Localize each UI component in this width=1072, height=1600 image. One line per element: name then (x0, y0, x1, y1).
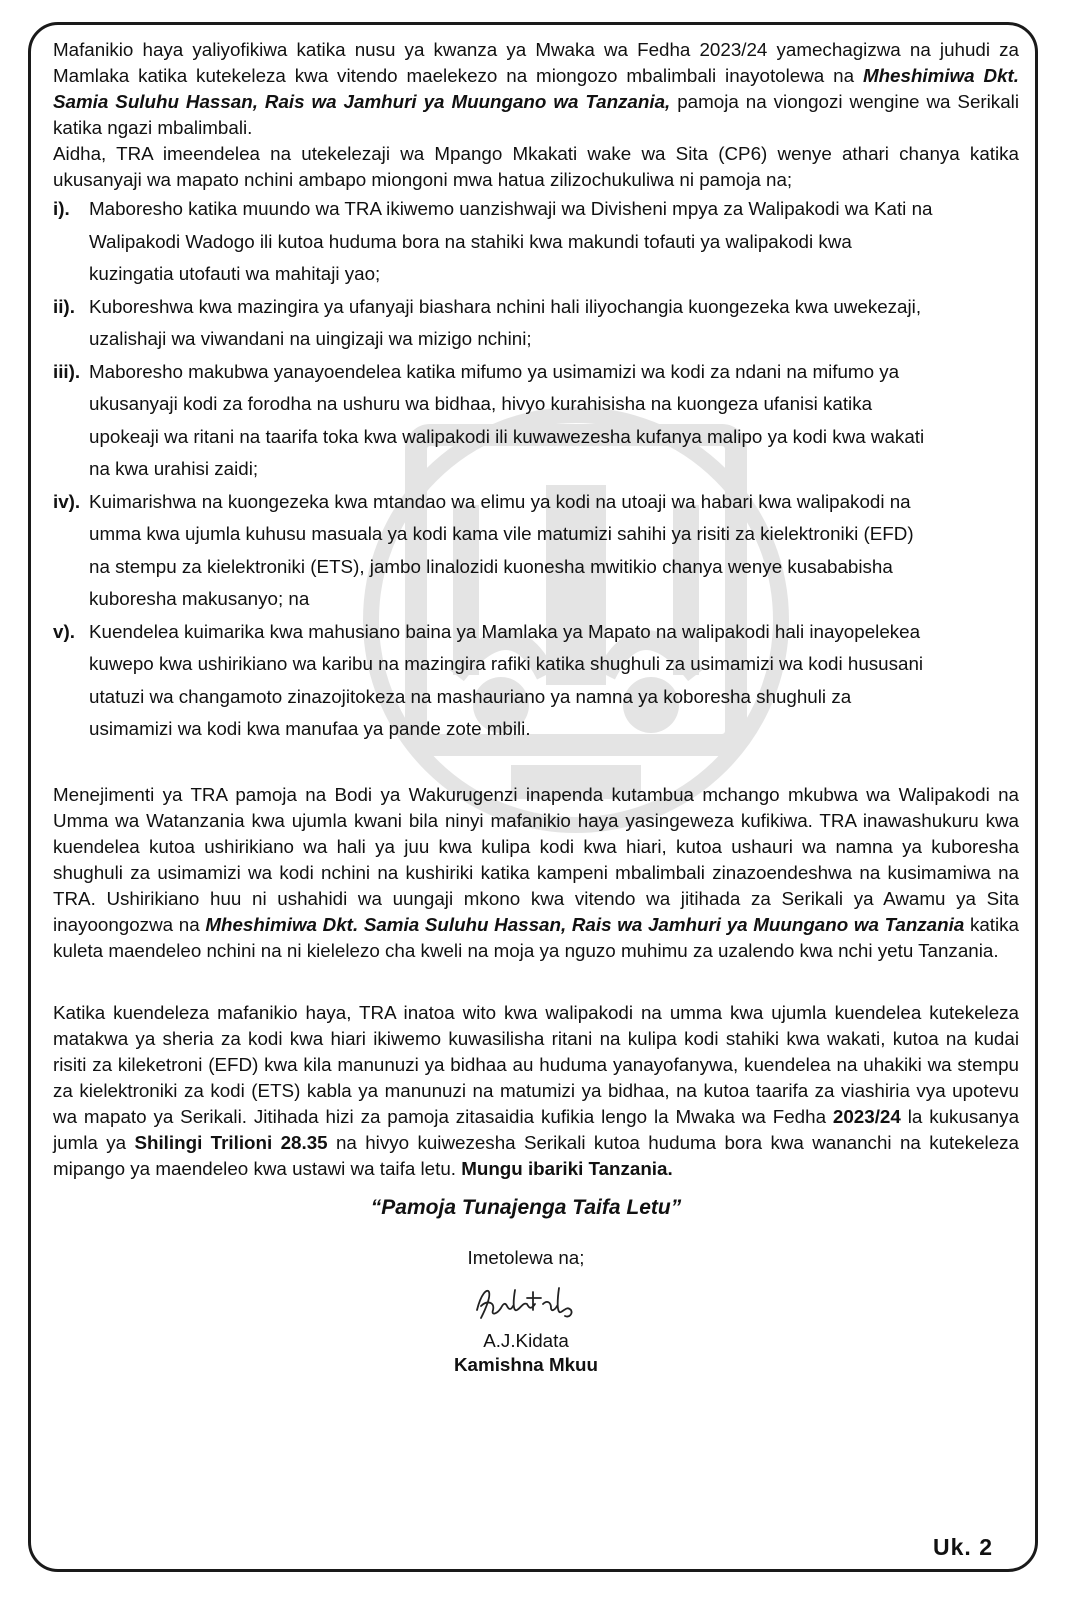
intro-text: Mafanikio haya yaliyofikiwa katika nusu ya kwanza ya Mwaka wa Fedha 2023/24 yamechagizwa na juhudi za Mamlaka katika kutekeleza kwa vitendo maelekezo na miongozo mbalimbali inayotolewa na (53, 39, 1019, 86)
list-item-text: Maboresho katika muundo wa TRA ikiwemo uanzishwaji wa Divisheni mpya za Walipakodi wa Kati na Walipakodi Wadogo ili kutoa huduma bora na stahiki kwa makundi tofauti ya walipakodi kwa kuzingatia utofauti wa mahitaji yao; (89, 198, 933, 284)
appeal-text-end: na hivyo kuiwezesha Serikali kutoa huduma bora kwa wananchi na kutekeleza mipango ya maendeleo kwa ustawi wa taifa letu. (53, 1131, 1019, 1179)
page-border (28, 22, 1038, 1572)
list-item (53, 486, 1019, 616)
president-name-emphasis: Mheshimiwa Dkt. Samia Suluhu Hassan, Rais wa Jamhuri ya Muungano wa Tanzania, (53, 65, 1019, 112)
motto: “Pamoja Tunajenga Taifa Letu” (370, 1195, 682, 1219)
target-amount-emphasis: Shilingi Trilioni 28.35 (134, 1131, 328, 1153)
list-item-text: Kuboreshwa kwa mazingira ya ufanyaji biashara nchini hali iliyochangia kuongezeka kwa uwekezaji, uzalishaji wa viwandani na uingizaji wa mizigo nchini; (89, 295, 922, 349)
measures-list (53, 193, 1019, 746)
intro-text-end: pamoja na viongozi wengine wa Serikali katika ngazi mbalimbali. (53, 91, 1019, 138)
signer-title: Kamishna Mkuu (453, 1353, 598, 1375)
president-name-emphasis: Mheshimiwa Dkt. Samia Suluhu Hassan, Rais wa Jamhuri ya Muungano wa Tanzania (205, 913, 965, 935)
page-number: Uk. 2 (933, 1534, 993, 1560)
list-item-text: Maboresho makubwa yanayoendelea katika mifumo ya usimamizi wa kodi za ndani na mifumo ya ukusanyaji kodi za forodha na ushuru wa bidhaa, hivyo kurahisisha na kuongeza ufanisi katika upokeaji wa ritani na taarifa toka kwa walipakodi ili kuwawezesha kufanya malipo ya kodi kwa wakati na kwa urahisi zaidi; (89, 360, 925, 479)
list-item (53, 356, 1019, 486)
acknowledgement-text-end: katika kuleta maendeleo nchini na ni kielelezo cha kweli na moja ya nguzo muhimu za uzalendo kwa nchi yetu Tanzania. (53, 913, 1020, 961)
acknowledgement-text: Menejimenti ya TRA pamoja na Bodi ya Wakurugenzi inapenda kutambua mchango mkubwa wa Walipakodi na Umma wa Watanzania kwa ujumla kwani bila ninyi mafanikio haya yasingeweza kufikiwa. TRA inawashukuru kwa kuendelea kutoa ushirikiano wa hali ya juu kwa kulipa kodi kwa hiari, kutoa ushauri wa namna ya kuboresha shughuli za usimamizi wa kodi nchini na kushiriki katika kampeni mbalimbali zinazoendeshwa na kusimamiwa na TRA. Ushirikiano huu ni ushahidi wa uungaji mkono kwa vitendo wa jitihada za Serikali ya Awamu ya Sita inayoongozwa na (53, 783, 1019, 935)
list-item-text: Kuimarishwa na kuongezeka kwa mtandao wa elimu ya kodi na utoaji wa habari kwa walipakodi na umma kwa ujumla kuhusu masuala ya kodi kama vile matumizi sahihi ya risiti za kielektroniki (EFD) na stempu za kielektroniki (ETS), jambo linalozidi kuonesha mwitikio chanya wenye kusababisha kuboresha makusanyo; na (89, 490, 914, 609)
list-item (53, 193, 1019, 291)
appeal-text-mid: la kukusanya jumla ya (53, 1105, 1020, 1153)
list-item (53, 291, 1019, 356)
intro-paragraph (53, 37, 1019, 141)
blessing-emphasis: Mungu ibariki Tanzania. (461, 1157, 673, 1179)
list-item-number: v). (53, 620, 75, 642)
appeal-paragraph (53, 1000, 1019, 1182)
appeal-text: Katika kuendeleza mafanikio haya, TRA inatoa wito kwa walipakodi na umma kwa ujumla kuendelea kutekeleza matakwa ya sheria za kodi kwa hiari ikiwemo kuwasilisha ritani na kulipa kodi stahiki kwa wakati, kutoa na kudai risiti za kileketroni (EFD) kwa kila manunuzi ya bidhaa au huduma yanayofanywa, kuendelea na uhakiki wa stempu za kielektroniki za kodi (ETS) kabla ya manunuzi na matumizi ya bidhaa, na kutoa taarifa za viashiria vya upotevu wa mapato ya Serikali. Jitihada hizi za pamoja zitasaidia kufikia lengo la Mwaka wa Fedha (53, 1001, 1019, 1127)
list-item-number: ii). (53, 295, 75, 317)
fiscal-year-emphasis: 2023/24 (832, 1105, 901, 1127)
list-item-number: i). (53, 198, 70, 219)
signature-icon (471, 1280, 581, 1326)
list-item-number: iv). (53, 490, 81, 512)
list-item-text: Kuendelea kuimarika kwa mahusiano baina ya Mamlaka ya Mapato na walipakodi hali inayopelekea kuwepo kwa ushirikiano wa karibu na mazingira rafiki katika shughuli za usimamizi wa kodi hususani utatuzi wa changamoto zinazojitokeza na mashauriano ya namna ya koboresha shughuli za usimamizi wa kodi kwa manufaa ya pande zote mbili. (89, 620, 924, 739)
list-item-number: iii). (53, 360, 81, 382)
list-item (53, 616, 1019, 746)
issued-by-label: Imetolewa na; (467, 1246, 585, 1268)
acknowledgement-paragraph (53, 782, 1019, 964)
intro2-paragraph: Aidha, TRA imeendelea na utekelezaji wa Mpango Mkakati wake wa Sita (CP6) wenye athari chanya katika ukusanyaji wa mapato nchini ambapo miongoni mwa hatua zilizochukuliwa ni pamoja na; (53, 143, 1019, 190)
signer-name: A.J.Kidata (483, 1329, 569, 1351)
document-body (53, 37, 1019, 1378)
